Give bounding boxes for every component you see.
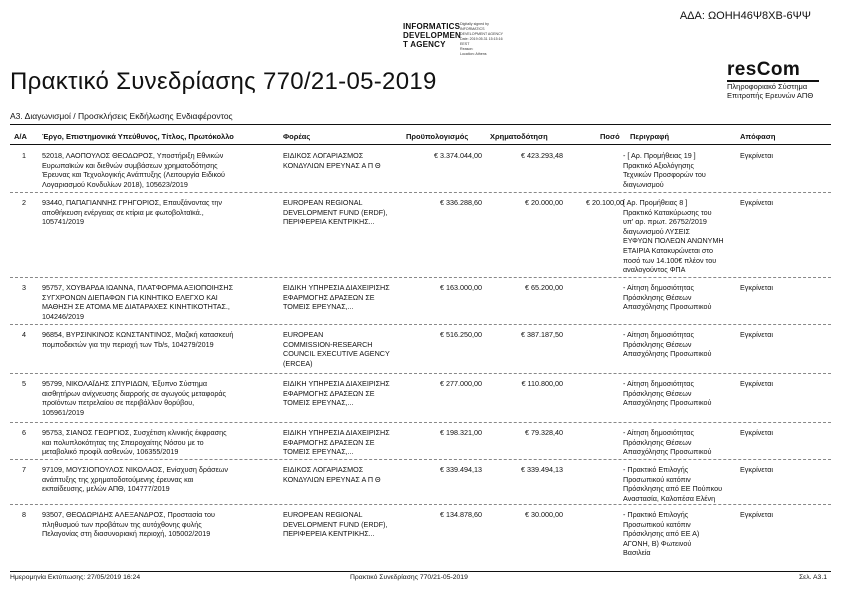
description-line: ΑΓΟΝΗ, Β) Φωτεινού bbox=[623, 538, 692, 548]
row-divider bbox=[10, 277, 831, 278]
description-line: Απασχόλησης Προσωπικού bbox=[623, 349, 712, 359]
row-divider bbox=[10, 324, 831, 325]
funder-line: ΕΙΔΙΚΗ ΥΠΗΡΕΣΙΑ ΔΙΑΧΕΙΡΙΣΗΣ bbox=[283, 428, 390, 437]
project-line: Ευρωπαϊκών και διεθνών συμβάσεων χρηματοδότησης bbox=[42, 160, 218, 170]
cell-decision: Εγκρίνεται bbox=[740, 428, 773, 437]
description-line: ποσό των 14.100€ πλέον του bbox=[623, 255, 717, 265]
signature-line: Reason: bbox=[460, 47, 474, 51]
project-line: εκπαίδευσης, μελών ΑΠΘ, 104777/2019 bbox=[42, 484, 170, 494]
brand-name: resCom bbox=[727, 59, 801, 80]
description-line: Πρόσκλησης Θέσεων bbox=[623, 437, 692, 447]
cell-project bbox=[42, 510, 278, 539]
header-divider bbox=[10, 144, 831, 145]
description-line: Πρόσκλησης Θέσεων bbox=[623, 339, 692, 349]
cell-decision: Εγκρίνεται bbox=[740, 151, 773, 160]
funder-line: ΕΦΑΡΜΟΓΗΣ ΔΡΑΣΕΩΝ ΣΕ bbox=[283, 388, 375, 398]
signature-line: DEVELOPMENT AGENCY bbox=[460, 32, 504, 36]
description-line: διαγωνισμού bbox=[623, 179, 664, 189]
signature-details bbox=[460, 22, 503, 57]
header-description: Περιγραφή bbox=[630, 132, 670, 141]
cell-aa: 4 bbox=[22, 330, 26, 339]
description-line: Απασχόλησης Προσωπικού bbox=[623, 302, 712, 312]
description-line: Πρόσκλησης από ΕΕ Πούπκου bbox=[623, 484, 722, 494]
project-line: προϊόντων πετρελαίου σε περιβάλλον θορύβου, bbox=[42, 398, 195, 408]
project-line: 96854, ΒΥΡΣΙΝΚΙΝΟΣ ΚΩΝΣΤΑΝΤΙΝΟΣ, Μαζική κατασκευή bbox=[42, 330, 234, 339]
project-line: πομποδεκτών για την περιοχή των Tb/s, 104279/2019 bbox=[42, 339, 214, 349]
cell-funding: € 423.293,48 bbox=[521, 151, 563, 160]
description-line: ΕΥΦΥΩΝ ΠΟΛΕΩΝ ΑΝΩΝΥΜΗ bbox=[623, 236, 724, 246]
project-line: 95799, ΝΙΚΟΛΑΪΔΗΣ ΣΠΥΡΙΔΩΝ, Έξυπνο Σύστημα bbox=[42, 379, 208, 388]
cell-project bbox=[42, 330, 278, 349]
cell-funder bbox=[283, 510, 401, 539]
cell-description bbox=[623, 465, 737, 503]
project-line: Πελαγονίας στη διασυνοριακή περιοχή, 105002/2019 bbox=[42, 529, 211, 539]
cell-description bbox=[623, 510, 737, 558]
funder-line: ΚΟΝΔΥΛΙΩΝ ΕΡΕΥΝΑΣ Α Π Θ bbox=[283, 160, 381, 170]
ada-code: ΑΔΑ: ΩΟΗΗ46Ψ8ΧΒ-6ΨΨ bbox=[679, 10, 811, 22]
project-line: 97109, ΜΟΥΣΙΟΠΟΥΛΟΣ ΝΙΚΟΛΑΟΣ, Ενίσχυση δράσεων bbox=[42, 465, 228, 474]
project-line: Έρευνας και Τεχνολογικής Ανάπτυξης (Λειτουργία Ειδικού bbox=[42, 170, 225, 180]
agency-line: INFORMATICS bbox=[403, 22, 461, 31]
signature-line: INFORMATICS bbox=[460, 27, 485, 31]
cell-description bbox=[623, 330, 737, 359]
description-line: διαγωνισμού ΛΥΣΕΙΣ bbox=[623, 226, 690, 236]
cell-funder bbox=[283, 283, 401, 312]
cell-project bbox=[42, 428, 278, 457]
description-line: Πρακτικό Αξιολόγησης bbox=[623, 160, 695, 170]
agency-signature bbox=[403, 22, 461, 49]
cell-budget: € 134.878,60 bbox=[440, 510, 482, 519]
brand-subtitle: Επιτροπής Ερευνών ΑΠΘ bbox=[727, 90, 814, 100]
funder-line: (ERCEA) bbox=[283, 358, 313, 368]
cell-funder bbox=[283, 379, 401, 408]
cell-funding: € 79.328,40 bbox=[525, 428, 563, 437]
signature-line: Location: Athens bbox=[460, 52, 487, 56]
footer-divider bbox=[10, 571, 831, 572]
agency-line: DEVELOPMEN bbox=[403, 31, 462, 40]
description-line: αναλογούντος ΦΠΑ bbox=[623, 265, 686, 275]
header-funding: Χρηματοδότηση bbox=[490, 132, 548, 141]
cell-budget: € 163.000,00 bbox=[440, 283, 482, 292]
cell-funding: € 30.000,00 bbox=[525, 510, 563, 519]
funder-line: ΤΟΜΕΙΣ ΕΡΕΥΝΑΣ,... bbox=[283, 398, 354, 408]
project-line: ανάπτυξης της χρηματοδοτούμενης έρευνας και bbox=[42, 474, 194, 484]
agency-line: T AGENCY bbox=[403, 40, 446, 49]
funder-line: COUNCIL EXECUTIVE AGENCY bbox=[283, 349, 390, 359]
funder-line: DEVELOPMENT FUND (ERDF), bbox=[283, 519, 388, 529]
description-line: - Αίτηση δημοσιότητας bbox=[623, 330, 694, 339]
funder-line: EUROPEAN bbox=[283, 330, 324, 339]
cell-budget: € 198.321,00 bbox=[440, 428, 482, 437]
cell-description bbox=[623, 379, 737, 408]
row-divider bbox=[10, 504, 831, 505]
project-line: ΜΑΘΗΣΗ ΣΕ ΑΤΟΜΑ ΜΕ ΔΙΑΤΑΡΑΧΕΣ ΚΙΝΗΤΙΚΟΤΗΤΑΣ., bbox=[42, 302, 230, 312]
footer-title: Πρακτικό Συνεδρίασης 770/21-05-2019 bbox=[350, 574, 468, 581]
header-divider bbox=[10, 124, 831, 125]
header-budget: Προϋπολογισμός bbox=[406, 132, 469, 141]
cell-funder bbox=[283, 428, 401, 457]
cell-amount: € 20.100,00 bbox=[586, 198, 624, 207]
header-project: Έργο, Επιστημονικά Υπεύθυνος, Τίτλος, Πρωτόκολλο bbox=[42, 132, 234, 141]
project-line: 52018, ΛΑΟΠΟΥΛΟΣ ΘΕΟΔΩΡΟΣ, Υποστήριξη Εθνικών bbox=[42, 151, 224, 160]
cell-decision: Εγκρίνεται bbox=[740, 283, 773, 292]
cell-project bbox=[42, 283, 278, 321]
cell-aa: 3 bbox=[22, 283, 26, 292]
project-line: αισθητήρων ανίχνευσης διαρροής σε αγωγούς μεταφοράς bbox=[42, 388, 227, 398]
cell-funder bbox=[283, 465, 401, 484]
funder-line: ΠΕΡΙΦΕΡΕΙΑ ΚΕΝΤΡΙΚΗΣ... bbox=[283, 217, 375, 227]
cell-aa: 6 bbox=[22, 428, 26, 437]
project-line: 105741/2019 bbox=[42, 217, 84, 227]
cell-description bbox=[623, 198, 737, 275]
funder-line: ΕΦΑΡΜΟΓΗΣ ΔΡΑΣΕΩΝ ΣΕ bbox=[283, 292, 375, 302]
header-funder: Φορέας bbox=[283, 132, 311, 141]
funder-line: ΤΟΜΕΙΣ ΕΡΕΥΝΑΣ,... bbox=[283, 447, 354, 457]
cell-funder bbox=[283, 330, 401, 368]
description-line: Βασιλεία bbox=[623, 548, 651, 558]
row-divider bbox=[10, 459, 831, 460]
description-line: - Πρακτικό Επιλογής bbox=[623, 465, 689, 474]
project-line: 104246/2019 bbox=[42, 311, 84, 321]
funder-line: EUROPEAN REGIONAL bbox=[283, 510, 363, 519]
description-line: - [ Αρ. Προμήθειας 19 ] bbox=[623, 151, 696, 160]
print-date: Ημερομηνία Εκτύπωσης: 27/05/2019 16:24 bbox=[10, 574, 141, 581]
page-title: Πρακτικό Συνεδρίασης 770/21-05-2019 bbox=[10, 68, 437, 95]
description-line: Προσωπικού κατόπιν bbox=[623, 474, 691, 484]
signature-line: Digitally signed by bbox=[460, 22, 489, 26]
project-line: 93440, ΠΑΠΑΓΙΑΝΝΗΣ ΓΡΗΓΟΡΙΟΣ, Επαυξάνοντας την bbox=[42, 198, 222, 207]
cell-funding: € 65.200,00 bbox=[525, 283, 563, 292]
funder-line: EUROPEAN REGIONAL bbox=[283, 198, 363, 207]
description-line: - Αίτηση δημοσιότητας bbox=[623, 283, 694, 292]
description-line: Προσωπικού κατόπιν bbox=[623, 519, 691, 529]
cell-funder bbox=[283, 151, 401, 170]
description-line: Πρόσκλησης από ΕΕ Α) bbox=[623, 529, 700, 539]
description-line: [ Αρ. Προμήθειας 8 ] bbox=[623, 198, 688, 207]
cell-funding: € 339.494,13 bbox=[521, 465, 563, 474]
funder-line: ΚΟΝΔΥΛΙΩΝ ΕΡΕΥΝΑΣ Α Π Θ bbox=[283, 474, 381, 484]
description-line: Τεχνικών Προσφορών του bbox=[623, 170, 706, 180]
row-divider bbox=[10, 373, 831, 374]
rescom-logo bbox=[727, 60, 819, 100]
row-divider bbox=[10, 192, 831, 193]
cell-funding: € 110.800,00 bbox=[521, 379, 563, 388]
page-number: Σελ. Α3.1 bbox=[798, 574, 827, 581]
project-line: μεταβολικό προφίλ ασθενών, 106355/2019 bbox=[42, 447, 179, 457]
funder-line: ΕΙΔΙΚΟΣ ΛΟΓΑΡΙΑΣΜΟΣ bbox=[283, 151, 364, 160]
description-line: - Αίτηση δημοσιότητας bbox=[623, 428, 694, 437]
cell-description bbox=[623, 428, 737, 457]
cell-aa: 5 bbox=[22, 379, 26, 388]
funder-line: ΠΕΡΙΦΕΡΕΙΑ ΚΕΝΤΡΙΚΗΣ... bbox=[283, 529, 375, 539]
brand-subtitle: Πληροφοριακό Σύστημα bbox=[727, 81, 808, 91]
cell-budget: € 3.374.044,00 bbox=[434, 151, 482, 160]
funder-line: ΕΙΔΙΚΗ ΥΠΗΡΕΣΙΑ ΔΙΑΧΕΙΡΙΣΗΣ bbox=[283, 283, 390, 292]
description-line: υπ' αρ. πρωτ. 26752/2019 bbox=[623, 217, 707, 227]
funder-line: DEVELOPMENT FUND (ERDF), bbox=[283, 207, 388, 217]
cell-aa: 1 bbox=[22, 151, 26, 160]
cell-project bbox=[42, 465, 278, 494]
cell-project bbox=[42, 151, 278, 189]
cell-decision: Εγκρίνεται bbox=[740, 379, 773, 388]
description-line: - Πρακτικό Επιλογής bbox=[623, 510, 689, 519]
description-line: Απασχόλησης Προσωπικού bbox=[623, 398, 712, 408]
cell-project bbox=[42, 198, 278, 227]
cell-decision: Εγκρίνεται bbox=[740, 330, 773, 339]
cell-funder bbox=[283, 198, 401, 227]
project-line: 95753, ΣΙΑΝΟΣ ΓΕΩΡΓΙΟΣ, Συσχέτιση κλινικής έκφρασης bbox=[42, 428, 227, 437]
cell-decision: Εγκρίνεται bbox=[740, 198, 773, 207]
description-line: - Αίτηση δημοσιότητας bbox=[623, 379, 694, 388]
description-line: Πρόσκλησης Θέσεων bbox=[623, 388, 692, 398]
signature-line: Date: 2019.05.31 15:15:16 bbox=[460, 37, 503, 41]
cell-description bbox=[623, 151, 737, 189]
cell-funding: € 20.000,00 bbox=[525, 198, 563, 207]
cell-budget: € 516.250,00 bbox=[440, 330, 482, 339]
cell-budget: € 339.494,13 bbox=[440, 465, 482, 474]
cell-funding: € 387.187,50 bbox=[521, 330, 563, 339]
funder-line: ΕΦΑΡΜΟΓΗΣ ΔΡΑΣΕΩΝ ΣΕ bbox=[283, 437, 375, 447]
cell-description bbox=[623, 283, 737, 312]
cell-aa: 7 bbox=[22, 465, 26, 474]
description-line: ΕΤΑΙΡΙΑ Κατακυρώνεται στο bbox=[623, 245, 714, 255]
project-line: Λογαριασμού Κονδυλίων 2018), 105623/2019 bbox=[42, 179, 188, 189]
header-aa: Α/Α bbox=[14, 132, 27, 141]
description-line: Πρακτικό Κατακύρωσης του bbox=[623, 207, 712, 217]
project-line: πληθυσμού των προβάτων της αυτόχθονης φυλής bbox=[42, 519, 202, 529]
funder-line: ΤΟΜΕΙΣ ΕΡΕΥΝΑΣ,... bbox=[283, 302, 354, 312]
project-line: ΣΥΓΧΡΟΝΩΝ ΔΙΕΠΑΦΩΝ ΓΙΑ ΚΙΝΗΤΙΚΟ ΕΛΕΓΧΟ ΚΑΙ bbox=[42, 292, 218, 302]
description-line: Αναστασία, Καλοπέσα Ελένη bbox=[623, 493, 716, 503]
description-line: Απασχόλησης Προσωπικού bbox=[623, 447, 712, 457]
project-line: και πολυπλοκότητας της Σπειροχαίτης Νόσου με το bbox=[42, 437, 204, 447]
cell-decision: Εγκρίνεται bbox=[740, 465, 773, 474]
project-line: αποθήκευση ενέργειας σε κτίρια με φωτοβολταϊκά., bbox=[42, 207, 204, 217]
project-line: 105961/2019 bbox=[42, 407, 84, 417]
project-line: 93507, ΘΕΟΔΩΡΙΔΗΣ ΑΛΕΞΑΝΔΡΟΣ, Προστασία του bbox=[42, 510, 215, 519]
header-amount: Ποσό bbox=[600, 132, 620, 141]
project-line: 95757, ΧΟΥΒΑΡΔΑ ΙΩΑΝΝΑ, ΠΛΑΤΦΟΡΜΑ ΑΞΙΟΠΟΙΗΣΗΣ bbox=[42, 283, 234, 292]
cell-aa: 2 bbox=[22, 198, 26, 207]
cell-budget: € 336.288,60 bbox=[440, 198, 482, 207]
funder-line: ΕΙΔΙΚΗ ΥΠΗΡΕΣΙΑ ΔΙΑΧΕΙΡΙΣΗΣ bbox=[283, 379, 390, 388]
funder-line: ΕΙΔΙΚΟΣ ΛΟΓΑΡΙΑΣΜΟΣ bbox=[283, 465, 364, 474]
section-heading: Α3. Διαγωνισμοί / Προσκλήσεις Εκδήλωσης Ενδιαφέροντος bbox=[10, 111, 233, 121]
description-line: Πρόσκλησης Θέσεων bbox=[623, 292, 692, 302]
cell-decision: Εγκρίνεται bbox=[740, 510, 773, 519]
cell-aa: 8 bbox=[22, 510, 26, 519]
cell-budget: € 277.000,00 bbox=[440, 379, 482, 388]
funder-line: COMMISSION-RESEARCH bbox=[283, 339, 373, 349]
row-divider bbox=[10, 422, 831, 423]
header-decision: Απόφαση bbox=[740, 132, 776, 141]
signature-line: EEST bbox=[460, 42, 470, 46]
cell-project bbox=[42, 379, 278, 417]
